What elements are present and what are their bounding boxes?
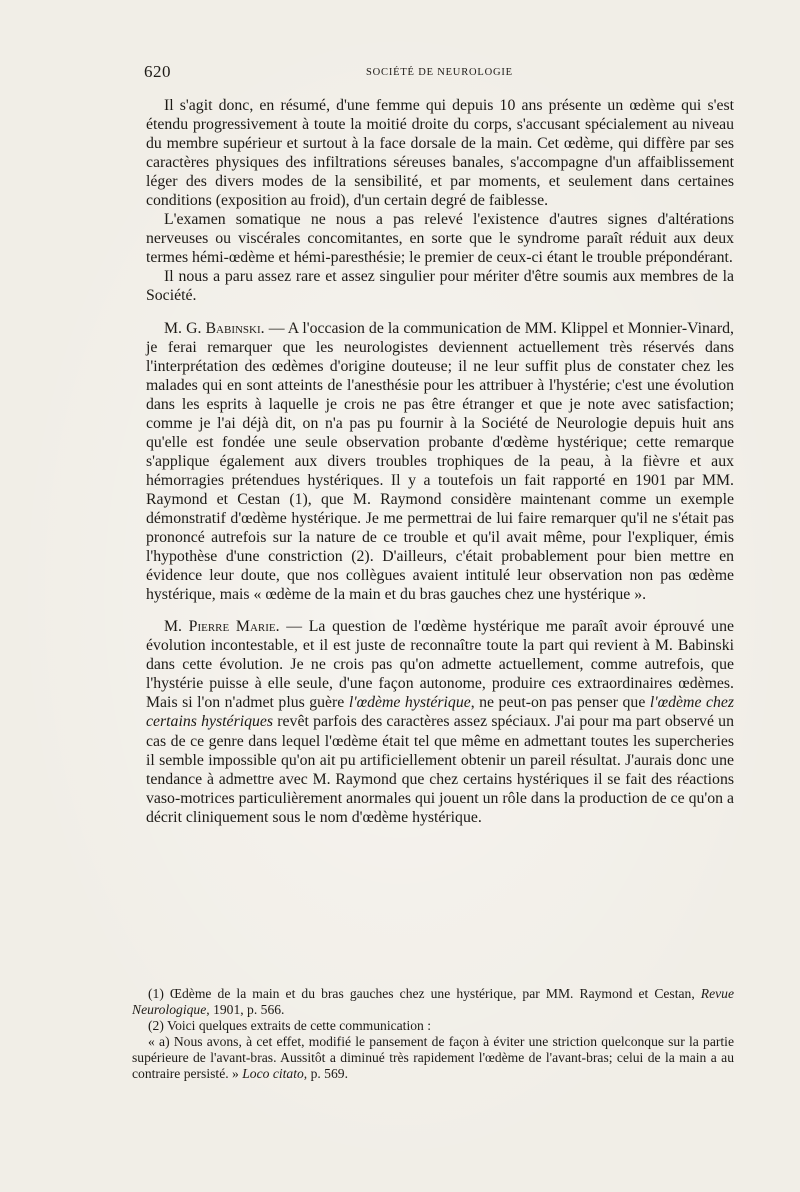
footnote-1-ref: , 1901, p. 566. bbox=[206, 1002, 285, 1017]
babinski-text: — A l'occasion de la communication de MM. Klippel et Monnier-Vinard, je ferai remarquer que les neurologistes deviennent actuellement très réservés dans l'interprétation des œdèmes d'origine douteuse; il ne leur suffit plus de constater chez les malades qui en sont atteints de l'anesthésie pour les attribuer à l'hystérie; c'est une évolution dans les esprits à laquelle je crois ne pas être étranger et que je note avec satisfaction; comme je l'ai déjà dit, on n'a pas pu fournir à la Société de Neurologie depuis huit ans qu'elle est fondée une seule observation probante d'œdème hystérique; cette remarque s'applique également aux divers troubles trophiques de la peau, à la fièvre et aux hémorragies prétendues hystériques. Il y a toutefois un fait rapporté en 1901 par MM. Raymond et Cestan (1), que M. Raymond considère maintenant comme un exemple démonstratif d'œdème hystérique. Je me permettrai de lui faire remarquer qu'il ne s'était pas prononcé autrefois sur la nature de ce trouble et qu'il avait même, pour l'expliquer, émis l'hypothèse d'une constriction (2). D'ailleurs, c'était probablement pour bien mettre en évidence leur doute, que nos collègues avaient intitulé leur observation non pas œdème hystérique, mais « œdème de la main et du bras gauches chez une hystérique ». bbox=[146, 319, 735, 604]
babinski-intervention bbox=[146, 319, 734, 605]
quote-text: « a) Nous avons, à cet effet, modifié le pansement de façon à éviter une striction quelconque sur la partie supérieure de l'avant-bras. Aussitôt a diminué très rapidement l'œdème de l'avant-bras; celui de la main a au contraire persisté. » bbox=[132, 1034, 734, 1081]
footnote-2-quote bbox=[132, 1034, 734, 1082]
footnote-1 bbox=[132, 986, 734, 1018]
marie-text-part-1: — La question de l'œdème hystérique me paraît avoir éprouvé une évolution incontestable, et il est juste de reconnaître toute la part qui revient à M. Babinski dans cette évolution. Je ne crois pas qu'on admette actuellement, comme autrefois, que l'hystérie puisse à elle seule, d'une façon autonome, produire ces extraordinaires œdèmes. Mais si l'on n'admet plus guère bbox=[146, 618, 734, 712]
page-number: 620 bbox=[144, 62, 171, 81]
speaker-babinski: M. G. Babinski. bbox=[164, 319, 265, 337]
marie-italic-2: l'œdème chez certains hystériques bbox=[146, 694, 735, 731]
paragraph-somatic-exam: L'examen somatique ne nous a pas relevé l'existence d'autres signes d'altérations nerveuses ou viscérales concomitantes, en sorte que le syndrome paraît réduit aux deux termes hémi-œdème et hémi-paresthésie; le premier de ceux-ci étant le trouble prépondérant. bbox=[146, 211, 734, 267]
footnote-2: (2) Voici quelques extraits de cette communication : bbox=[148, 1018, 431, 1033]
paragraph-case-summary: Il s'agit donc, en résumé, d'une femme qui depuis 10 ans présente un œdème qui s'est étendu progressivement à toute la moitié droite du corps, s'accusant spécialement au niveau du membre supérieur et surtout à la face dorsale de la main. Cet œdème, qui diffère par ses caractères physiques des infiltrations séreuses banales, s'accompagne d'un affaiblissement léger des divers modes de la sensibilité, et par moments, et seulement dans certaines conditions (exposition au froid), d'un certain degré de faiblesse. bbox=[146, 97, 734, 210]
marie-intervention bbox=[146, 617, 734, 827]
paragraph-conclusion: Il nous a paru assez rare et assez singulier pour mériter d'être soumis aux membres de la Société. bbox=[146, 268, 734, 305]
marie-text-part-2: , ne peut-on pas penser que bbox=[470, 694, 646, 712]
body-text bbox=[146, 96, 734, 827]
speaker-marie: M. Pierre Marie. bbox=[164, 618, 280, 636]
marie-italic-1: l'œdème hystérique bbox=[348, 694, 471, 712]
footnote-1-journal: Revue Neurologique bbox=[132, 986, 734, 1017]
running-head: SOCIÉTÉ DE NEUROLOGIE bbox=[366, 67, 513, 78]
footnotes bbox=[132, 986, 734, 1082]
marie-text-part-3: revêt parfois des caractères assez spéciaux. J'ai pour ma part observé un cas de ce genre dans lequel l'œdème était tel que même en admettant toutes les supercheries il semble impossible qu'on ait pu artificiellement obtenir un pareil résultat. J'aurais donc une tendance à admettre avec M. Raymond que chez certains hystériques il se fait des réactions vaso-motrices particulièrement anormales qui jouent un rôle dans la production de ce qu'on a décrit cliniquement sous le nom d'œdème hystérique. bbox=[146, 713, 734, 826]
quote-page: , p. 569. bbox=[303, 1066, 348, 1081]
footnote-1-text: (1) Œdème de la main et du bras gauches chez une hystérique, par MM. Raymond et Cestan, bbox=[148, 986, 695, 1001]
quote-ref: Loco citato bbox=[242, 1066, 304, 1081]
page-header bbox=[144, 62, 734, 84]
